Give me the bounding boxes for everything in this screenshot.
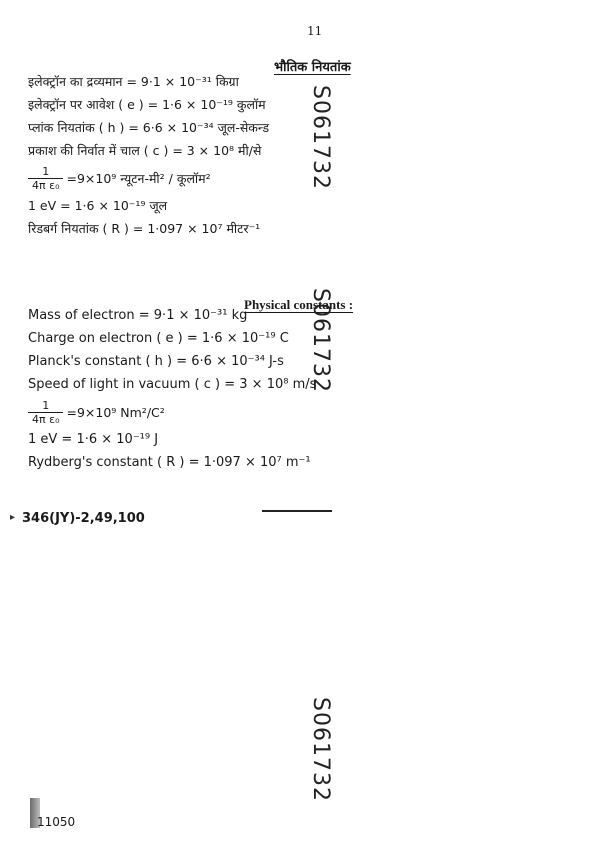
hindi-line-mass: इलेक्ट्रॉन का द्रव्यमान = 9·1 × 10⁻³¹ किग्रा	[28, 74, 239, 89]
english-line-mass: Mass of electron = 9·1 × 10⁻³¹ kg	[28, 308, 248, 323]
bottom-number: 11050	[37, 815, 76, 829]
booklet-code-middle: S061732	[308, 288, 333, 393]
hindi-constants	[28, 70, 328, 240]
hindi-fraction-value: =9×10⁹ न्यूटन-मी² / कूलॉम²	[66, 170, 211, 186]
hindi-heading: भौतिक नियतांक	[274, 60, 351, 75]
english-line-charge: Charge on electron ( e ) = 1·6 × 10⁻¹⁹ C	[28, 331, 289, 346]
english-line-planck: Planck's constant ( h ) = 6·6 × 10⁻³⁴ J-s	[28, 354, 284, 369]
bullet-mark-icon: ▸	[10, 512, 16, 523]
booklet-code-top: S061732	[308, 85, 333, 190]
hindi-fraction-numerator: 1	[42, 164, 50, 178]
hindi-line-light-speed: प्रकाश की निर्वात में चाल ( c ) = 3 × 10⁸ मी/से	[28, 143, 262, 158]
footer-code: 346(JY)-2,49,100	[22, 511, 145, 526]
hindi-line-charge: इलेक्ट्रॉन पर आवेश ( e ) = 1·6 × 10⁻¹⁹ कुलॉम	[28, 97, 266, 112]
english-fraction-value: =9×10⁹ Nm²/C²	[66, 404, 165, 420]
booklet-code-bottom: S061732	[308, 697, 333, 802]
hindi-line-planck: प्लांक नियतांक ( h ) = 6·6 × 10⁻³⁴ जूल-सेकन्ड	[28, 120, 270, 135]
hindi-fraction	[28, 165, 63, 192]
hindi-fraction-denominator: 4π ε₀	[28, 178, 63, 192]
english-fraction-numerator: 1	[42, 398, 50, 412]
english-line-coulomb	[28, 397, 348, 427]
english-line-rydberg: Rydberg's constant ( R ) = 1·097 × 10⁷ m⁻¹	[28, 455, 311, 470]
english-line-ev: 1 eV = 1·6 × 10⁻¹⁹ J	[28, 432, 159, 447]
divider-rule	[262, 510, 332, 512]
page-number: 11	[307, 24, 323, 38]
hindi-line-ev: 1 eV = 1·6 × 10⁻¹⁹ जूल	[28, 198, 168, 213]
english-fraction	[28, 399, 63, 426]
hindi-line-coulomb	[28, 163, 328, 193]
english-heading: Physical constants :	[244, 297, 354, 312]
english-line-light-speed: Speed of light in vacuum ( c ) = 3 × 10⁸ m/s	[28, 377, 317, 392]
hindi-line-rydberg: रिडबर्ग नियतांक ( R ) = 1·097 × 10⁷ मीटर⁻¹	[28, 221, 261, 236]
english-fraction-denominator: 4π ε₀	[28, 412, 63, 426]
english-constants	[28, 304, 348, 474]
